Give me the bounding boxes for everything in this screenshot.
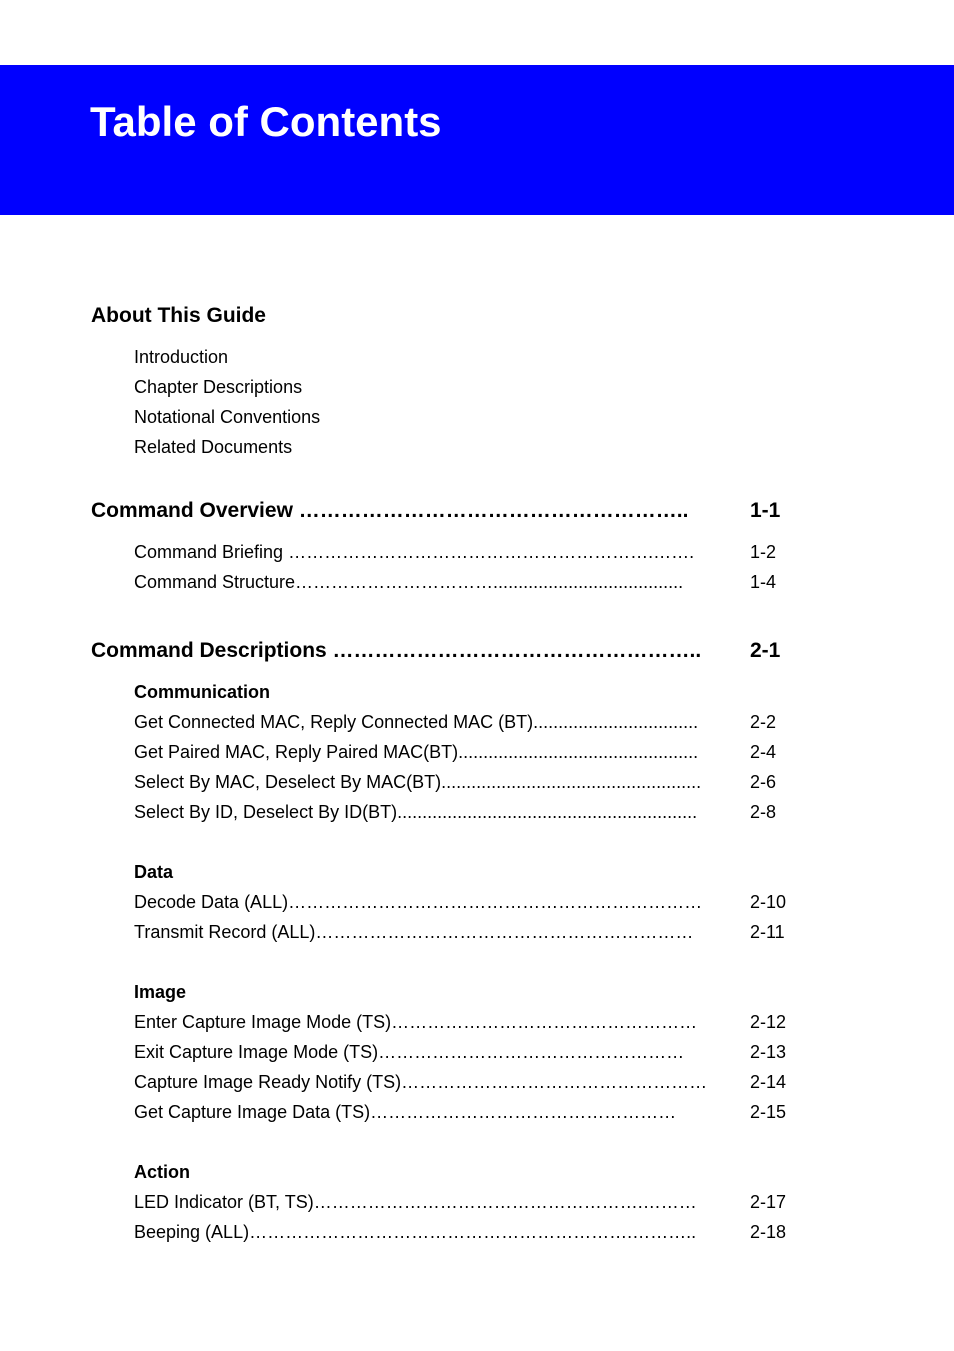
toc-item-label: Select By ID, Deselect By ID(BT)............................................................ (134, 802, 698, 822)
toc-item-page: 2-11 (750, 922, 785, 942)
toc-item-page: 2-8 (750, 802, 777, 822)
toc-item-label: Get Capture Image Data (TS)…………………………………………… (134, 1102, 677, 1122)
toc-item-label: Command Briefing …………………………………………………….……. (134, 542, 695, 562)
toc-item-page: 2-4 (750, 742, 777, 762)
toc-item[interactable] (134, 1041, 787, 1068)
page-title: Table of Contents (90, 98, 442, 145)
toc-item[interactable] (134, 1221, 787, 1248)
toc-item[interactable] (134, 801, 777, 828)
toc-item-related-documents[interactable]: Related Documents (134, 437, 293, 457)
toc-item[interactable] (134, 571, 777, 598)
toc-item-label: Enter Capture Image Mode (TS)…………………………………………… (134, 1012, 698, 1032)
toc-item-page: 2-12 (750, 1012, 787, 1032)
toc-item-label: Exit Capture Image Mode (TS)…………………………………………… (134, 1042, 685, 1062)
toc-item-label: Get Connected MAC, Reply Connected MAC (BT)................................. (134, 712, 699, 732)
toc-item[interactable] (134, 1101, 787, 1128)
toc-item-introduction[interactable]: Introduction (134, 347, 229, 367)
section-heading-command-overview[interactable] (91, 498, 781, 531)
toc-item-chapter-descriptions[interactable]: Chapter Descriptions (134, 377, 303, 397)
toc-item[interactable] (134, 891, 787, 918)
toc-item[interactable] (134, 741, 777, 768)
toc-item[interactable] (134, 921, 785, 948)
subsection-heading: Action (134, 1162, 190, 1182)
toc-item[interactable] (134, 711, 777, 738)
toc-item-page: 2-17 (750, 1192, 787, 1212)
toc-item-page: 2-15 (750, 1102, 787, 1122)
toc-item-page: 1-4 (750, 572, 777, 592)
toc-item[interactable] (134, 771, 777, 798)
toc-item-label: Decode Data (ALL)…………………………………………………………… (134, 892, 703, 912)
toc-item-page: 1-2 (750, 542, 777, 562)
section-heading-about: About This Guide (91, 304, 266, 327)
toc-item[interactable] (134, 1191, 787, 1218)
toc-item-label: Select By MAC, Deselect By MAC(BT).................................................... (134, 772, 702, 792)
subsection-heading: Image (134, 982, 187, 1002)
section-page-number: 2-1 (750, 639, 781, 662)
toc-item[interactable] (134, 541, 777, 568)
toc-item-label: Transmit Record (ALL)……………………………………………………… (134, 922, 694, 942)
subsection-heading: Data (134, 862, 174, 882)
toc-item-notational-conventions[interactable]: Notational Conventions (134, 407, 321, 427)
toc-item-page: 2-14 (750, 1072, 787, 1092)
section-heading-command-descriptions[interactable] (91, 638, 781, 671)
toc-item[interactable] (134, 1071, 787, 1098)
toc-item-page: 2-2 (750, 712, 777, 732)
toc-item-label: Beeping (ALL)……………………………………………………….……….. (134, 1222, 697, 1242)
toc-item-page: 2-18 (750, 1222, 787, 1242)
subsection-heading: Communication (134, 682, 271, 702)
toc-item-label: Capture Image Ready Notify (TS)…………………………………………… (134, 1072, 708, 1092)
toc-item-page: 2-13 (750, 1042, 787, 1062)
section-heading-label: Command Descriptions …………………………………………….. (91, 639, 702, 662)
section-heading-label: Command Overview ……………………………………………….. (91, 499, 689, 522)
toc-item[interactable] (134, 1011, 787, 1038)
toc-item-label: LED Indicator (BT, TS)……………………………………………….……… (134, 1192, 697, 1212)
toc-item-page: 2-6 (750, 772, 777, 792)
toc-item-label: Command Structure……………………………...................................... (134, 572, 684, 592)
section-page-number: 1-1 (750, 499, 781, 522)
toc-item-page: 2-10 (750, 892, 787, 912)
toc-item-label: Get Paired MAC, Reply Paired MAC(BT)................................................ (134, 742, 699, 762)
